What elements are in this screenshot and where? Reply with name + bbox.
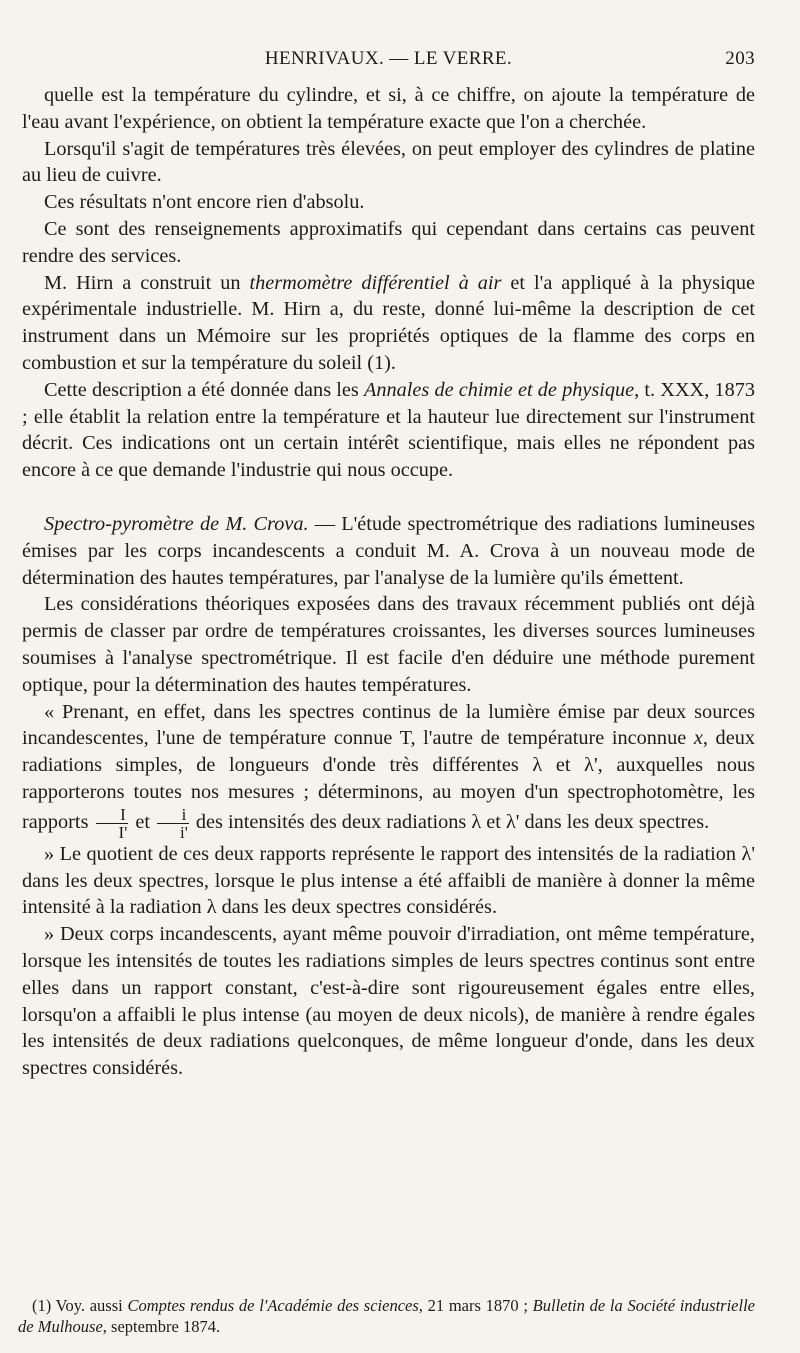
italic-text: Annales de chimie et de physique: [363, 378, 635, 401]
paragraph: [22, 270, 755, 377]
text-run: , 21 mars 1870 ;: [418, 1296, 533, 1315]
text-run: et: [130, 810, 156, 833]
text-run: » Deux corps incandescents, ayant même pouvoir d'irradiation, ont même température, lorsque les intensités de toutes les radiations simples de leurs spectres continus sont entre elles dans un rapport constant, c'est-à-dire sont rigoureusement égales entre elles, lorsqu'on a affaibli le plus intense (au moyen de deux nicols), de manière à rendre égales les intensités de deux radiations quelconques, de même longueur d'onde, dans les deux spectres considérés.: [22, 923, 755, 1080]
text-run: et l'a appliqué à la physique expérimentale industrielle. M. Hirn a, du reste, donné lui-même la description de cet instrument dans un Mémoire sur les propriétés optiques de la flamme des corps en combustion et sur la température du soleil (1).: [22, 271, 755, 374]
paragraph: [22, 511, 755, 591]
running-title: HENRIVAUX. — LE VERRE.: [264, 48, 513, 69]
paragraph: [22, 921, 755, 1082]
italic-text: Bulletin de la Société industrielle de Mulhouse: [18, 1296, 755, 1336]
text-run: — L'étude spectrométrique des radiations lumineuses émises par les corps incandescents a conduit M. A. Crova à un nouveau mode de détermination des hautes températures, par l'analyse de la lumière qu'ils émettent.: [22, 512, 755, 589]
fraction: [96, 806, 129, 841]
page-number: 203: [725, 48, 755, 69]
text-run: des intensités des deux radiations λ et λ' dans les deux spectres.: [190, 810, 710, 833]
running-header: [22, 48, 755, 74]
fraction-denominator: i': [180, 822, 188, 842]
text-run: (1) Voy. aussi: [32, 1296, 128, 1315]
text-run: , deux radiations simples, de longueurs d'onde très différentes λ et λ', auxquelles nous rapporterons toutes nos mesures ; déterminons, au moyen d'un spectrophotomètre, les rapports: [22, 727, 755, 833]
text-run: Les considérations théoriques exposées dans des travaux récemment publiés ont déjà permis de classer par ordre de températures croissantes, les diverses sources lumineuses soumises à l'analyse spectrométrique. Il est facile d'en déduire une méthode purement optique, pour la détermination des hautes températures.: [22, 593, 755, 696]
italic-text: thermomètre différentiel à air: [249, 271, 502, 294]
text-run: , t. XXX, 1873 ; elle établit la relation entre la température et la hauteur lue directement sur l'instrument décrit. Ces indications ont un certain intérêt scientifique, mais elles ne répondent pas encore à ce que demande l'industrie qui nous occupe.: [22, 378, 755, 482]
text-run: Ces résultats n'ont encore rien d'absolu.: [44, 191, 365, 214]
body-text: [22, 82, 755, 1082]
paragraph: [22, 189, 755, 216]
fraction: [157, 806, 189, 841]
paragraph: [22, 136, 755, 190]
footnote: [18, 1295, 755, 1337]
fraction-numerator: I: [96, 806, 129, 824]
text-run: Ce sont des renseignements approximatifs qui cependant dans certains cas peuvent rendre des services.: [22, 217, 755, 267]
paragraph: [22, 216, 755, 270]
text-run: M. Hirn a construit un: [44, 271, 250, 294]
text-run: , septembre 1874.: [102, 1317, 221, 1336]
text-run: Cette description a été donnée dans les: [44, 378, 364, 401]
paragraph: [22, 841, 755, 921]
text-run: « Prenant, en effet, dans les spectres continus de la lumière émise par deux sources incandescentes, l'une de température connue T, l'autre de température inconnue: [22, 700, 755, 750]
paragraph: [22, 377, 755, 484]
fraction-denominator: I': [118, 822, 128, 842]
paragraph: [22, 82, 755, 136]
italic-text: x: [693, 727, 703, 750]
text-run: Lorsqu'il s'agit de températures très élevées, on peut employer des cylindres de platine au lieu de cuivre.: [22, 137, 755, 187]
text-run: quelle est la température du cylindre, et si, à ce chiffre, on ajoute la température de l'eau avant l'expérience, on obtient la température exacte que l'on a cherchée.: [22, 84, 755, 133]
paragraph: [22, 591, 755, 698]
fraction-numerator: i: [157, 806, 189, 824]
italic-text: Spectro-pyromètre de M. Crova.: [44, 512, 309, 535]
italic-text: Comptes rendus de l'Académie des sciences: [127, 1296, 419, 1315]
paragraph: [22, 699, 755, 841]
text-run: » Le quotient de ces deux rapports représente le rapport des intensités de la radiation λ' dans les deux spectres, lorsque le plus intense a été affaibli de manière à donner la même intensité à la radiation λ dans les deux spectres considérés.: [22, 842, 755, 919]
